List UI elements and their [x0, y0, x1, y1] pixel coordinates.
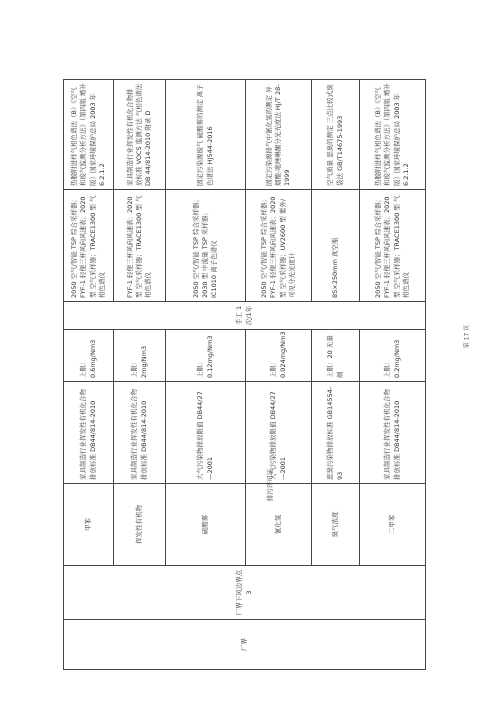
pollutant-cell: 甲苯 — [64, 484, 114, 566]
limit-cell: 上限：0.024mg/Nm3 — [246, 330, 312, 382]
pollutant-cell: 氰化氢 — [246, 484, 312, 566]
pollutant-cell: 二甲苯 — [360, 484, 426, 566]
equipment-cell: 2050 空气/智能 TSP 综合采样器；FYF-1 轻便三杯风向风速表；2020 型 空气采样器；TRACE1300 型 气相色谱仪 — [64, 190, 114, 302]
table-row — [64, 80, 114, 670]
standard-cell: 大气污染物排放限值 DB44/27—2001 — [166, 382, 246, 484]
method-cell: 家具制造行业挥发性有机化合物排放标准 VOCS 监测方法 气相色谱法 DB 44/814-2010 附录 D — [114, 80, 166, 190]
limit-cell: 上限：0.12mg/Nm3 — [166, 330, 246, 382]
method-cell: 固定污染源排气中氰化氢的测定 异烟酸-吡唑啉酮分光光度法 HJ/T 28-1999 — [246, 80, 312, 190]
permit-note: 排污许可证 — [266, 468, 274, 502]
equipment-cell: 2050 空气/智能 TSP 综合采样器；FYF-1 轻便三杯风向风速表；2020 型 空气采样器；UV2600 型 紫外/可见分光光度计 — [246, 190, 312, 302]
frequency-cell: 手工 1次/1年 — [64, 302, 426, 330]
standard-cell: 家具制造行业挥发性有机化合物排放标准 DB44/814-2010 — [114, 382, 166, 484]
standard-cell: 家具制造行业挥发性有机化合物排放标准 DB44/814-2010 — [64, 382, 114, 484]
equipment-cell: FYF-1 轻便三杯风向风速表；2020 型 空气采样器；TRACE1300 型 气相色谱仪 — [114, 190, 166, 302]
rotated-table-page — [63, 80, 425, 670]
pollutant-cell: 挥发性有机物 — [114, 484, 166, 566]
method-cell: 热脱附进样气相色谱法（B）《空气和废气监测分析方法》（第四版 增补版）国家环境保护总局 2003 年 6.2.1.2 — [64, 80, 114, 190]
section-cell: 厂界 — [64, 620, 426, 670]
method-cell: 空气质量 恶臭的测定 三点比较式臭袋法 GB/T14675-1993 — [312, 80, 360, 190]
limit-cell: 上限：2mg/Nm3 — [114, 330, 166, 382]
pollutant-cell: 硫酸雾 — [166, 484, 246, 566]
equipment-cell: 8S×250mm 真空瓶 — [312, 190, 360, 302]
monitoring-table — [63, 79, 426, 670]
location-cell: 厂界下风边界点3 — [64, 566, 426, 620]
page-number: 第 17 页 — [463, 324, 471, 349]
method-cell: 热脱附进样气相色谱法（B）《空气和废气监测分析方法》（第四版 增补版）国家环境保护总局 2003 年 6.2.1.2 — [360, 80, 426, 190]
pollutant-cell: 臭气浓度 — [312, 484, 360, 566]
standard-cell: 家具制造行业挥发性有机化合物排放标准 DB44/814-2010 — [360, 382, 426, 484]
limit-cell: 上限：0.6mg/Nm3 — [64, 330, 114, 382]
standard-cell: 大气污染物排放限值 DB44/27—2001 — [246, 382, 312, 484]
equipment-cell: 2050 空气/智能 TSP 综合采样器；2030 型 中流量 TSP 采样器；IC1010 离子色谱仪 — [166, 190, 246, 302]
limit-cell: 上限：20 无量纲 — [312, 330, 360, 382]
limit-cell: 上限：0.2mg/Nm3 — [360, 330, 426, 382]
standard-cell: 恶臭污染物排放标准 GB14554-93 — [312, 382, 360, 484]
method-cell: 固定污染源废气 硫酸雾的测定 离子色谱法 HJ544-2016 — [166, 80, 246, 190]
equipment-cell: 2050 空气/智能 TSP 综合采样器；FYF-1 轻便三杯风向风速表；2020 型 空气采样器；TRACE1300 型 气相色谱仪 — [360, 190, 426, 302]
